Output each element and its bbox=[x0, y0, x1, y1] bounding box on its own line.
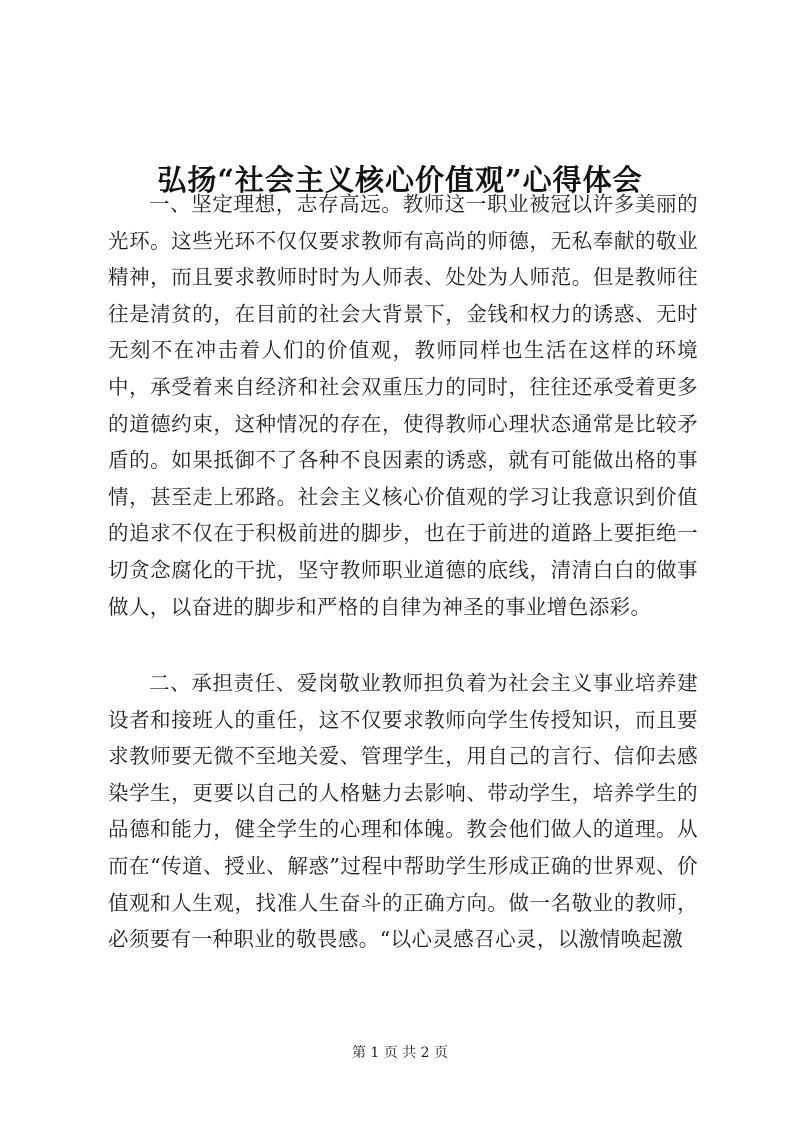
body-paragraph-2: 二、承担责任、爱岗敬业教师担负着为社会主义事业培养建设者和接班人的重任，这不仅要求教师向学生传授知识，而且要求教师要无微不至地关爱、管理学生，用自己的言行、信仰去感染学生，更要以自己的人格魅力去影响、带动学生，培养学生的品德和能力，健全学生的心理和体魄。教会他们做人的道理。从而在“传道、授业、解惑”过程中帮助学生形成正确的世界观、价值观和人生观，找准人生奋斗的正确方向。做一名敬业的教师，必须要有一种职业的敬畏感。“以心灵感召心灵，以激情唤起激 bbox=[108, 671, 698, 952]
body-paragraph-1: 一、坚定理想，志存高远。教师这一职业被冠以许多美丽的光环。这些光环不仅仅要求教师有高尚的师德，无私奉献的敬业精神，而且要求教师时时为人师表、处处为人师范。但是教师往往是清贫的，在目前的社会大背景下，金钱和权力的诱惑、无时无刻不在冲击着人们的价值观，教师同样也生活在这样的环境中，承受着来自经济和社会双重压力的同时，往往还承受着更多的道德约束，这种情况的存在，使得教师心理状态通常是比较矛盾的。如果抵御不了各种不良因素的诱惑，就有可能做出格的事情，甚至走上邪路。社会主义核心价值观的学习让我意识到价值的追求不仅在于积极前进的脚步，也在于前进的道路上要拒绝一切贪念腐化的干扰，坚守教师职业道德的底线，清清白白的做事做人，以奋进的脚步和严格的自律为神圣的事业增色添彩。 bbox=[108, 192, 698, 619]
document-title: 弘扬“社会主义核心价值观”心得体会 bbox=[157, 163, 643, 198]
page-footer: 第 1 页 共 2 页 bbox=[351, 1045, 449, 1061]
